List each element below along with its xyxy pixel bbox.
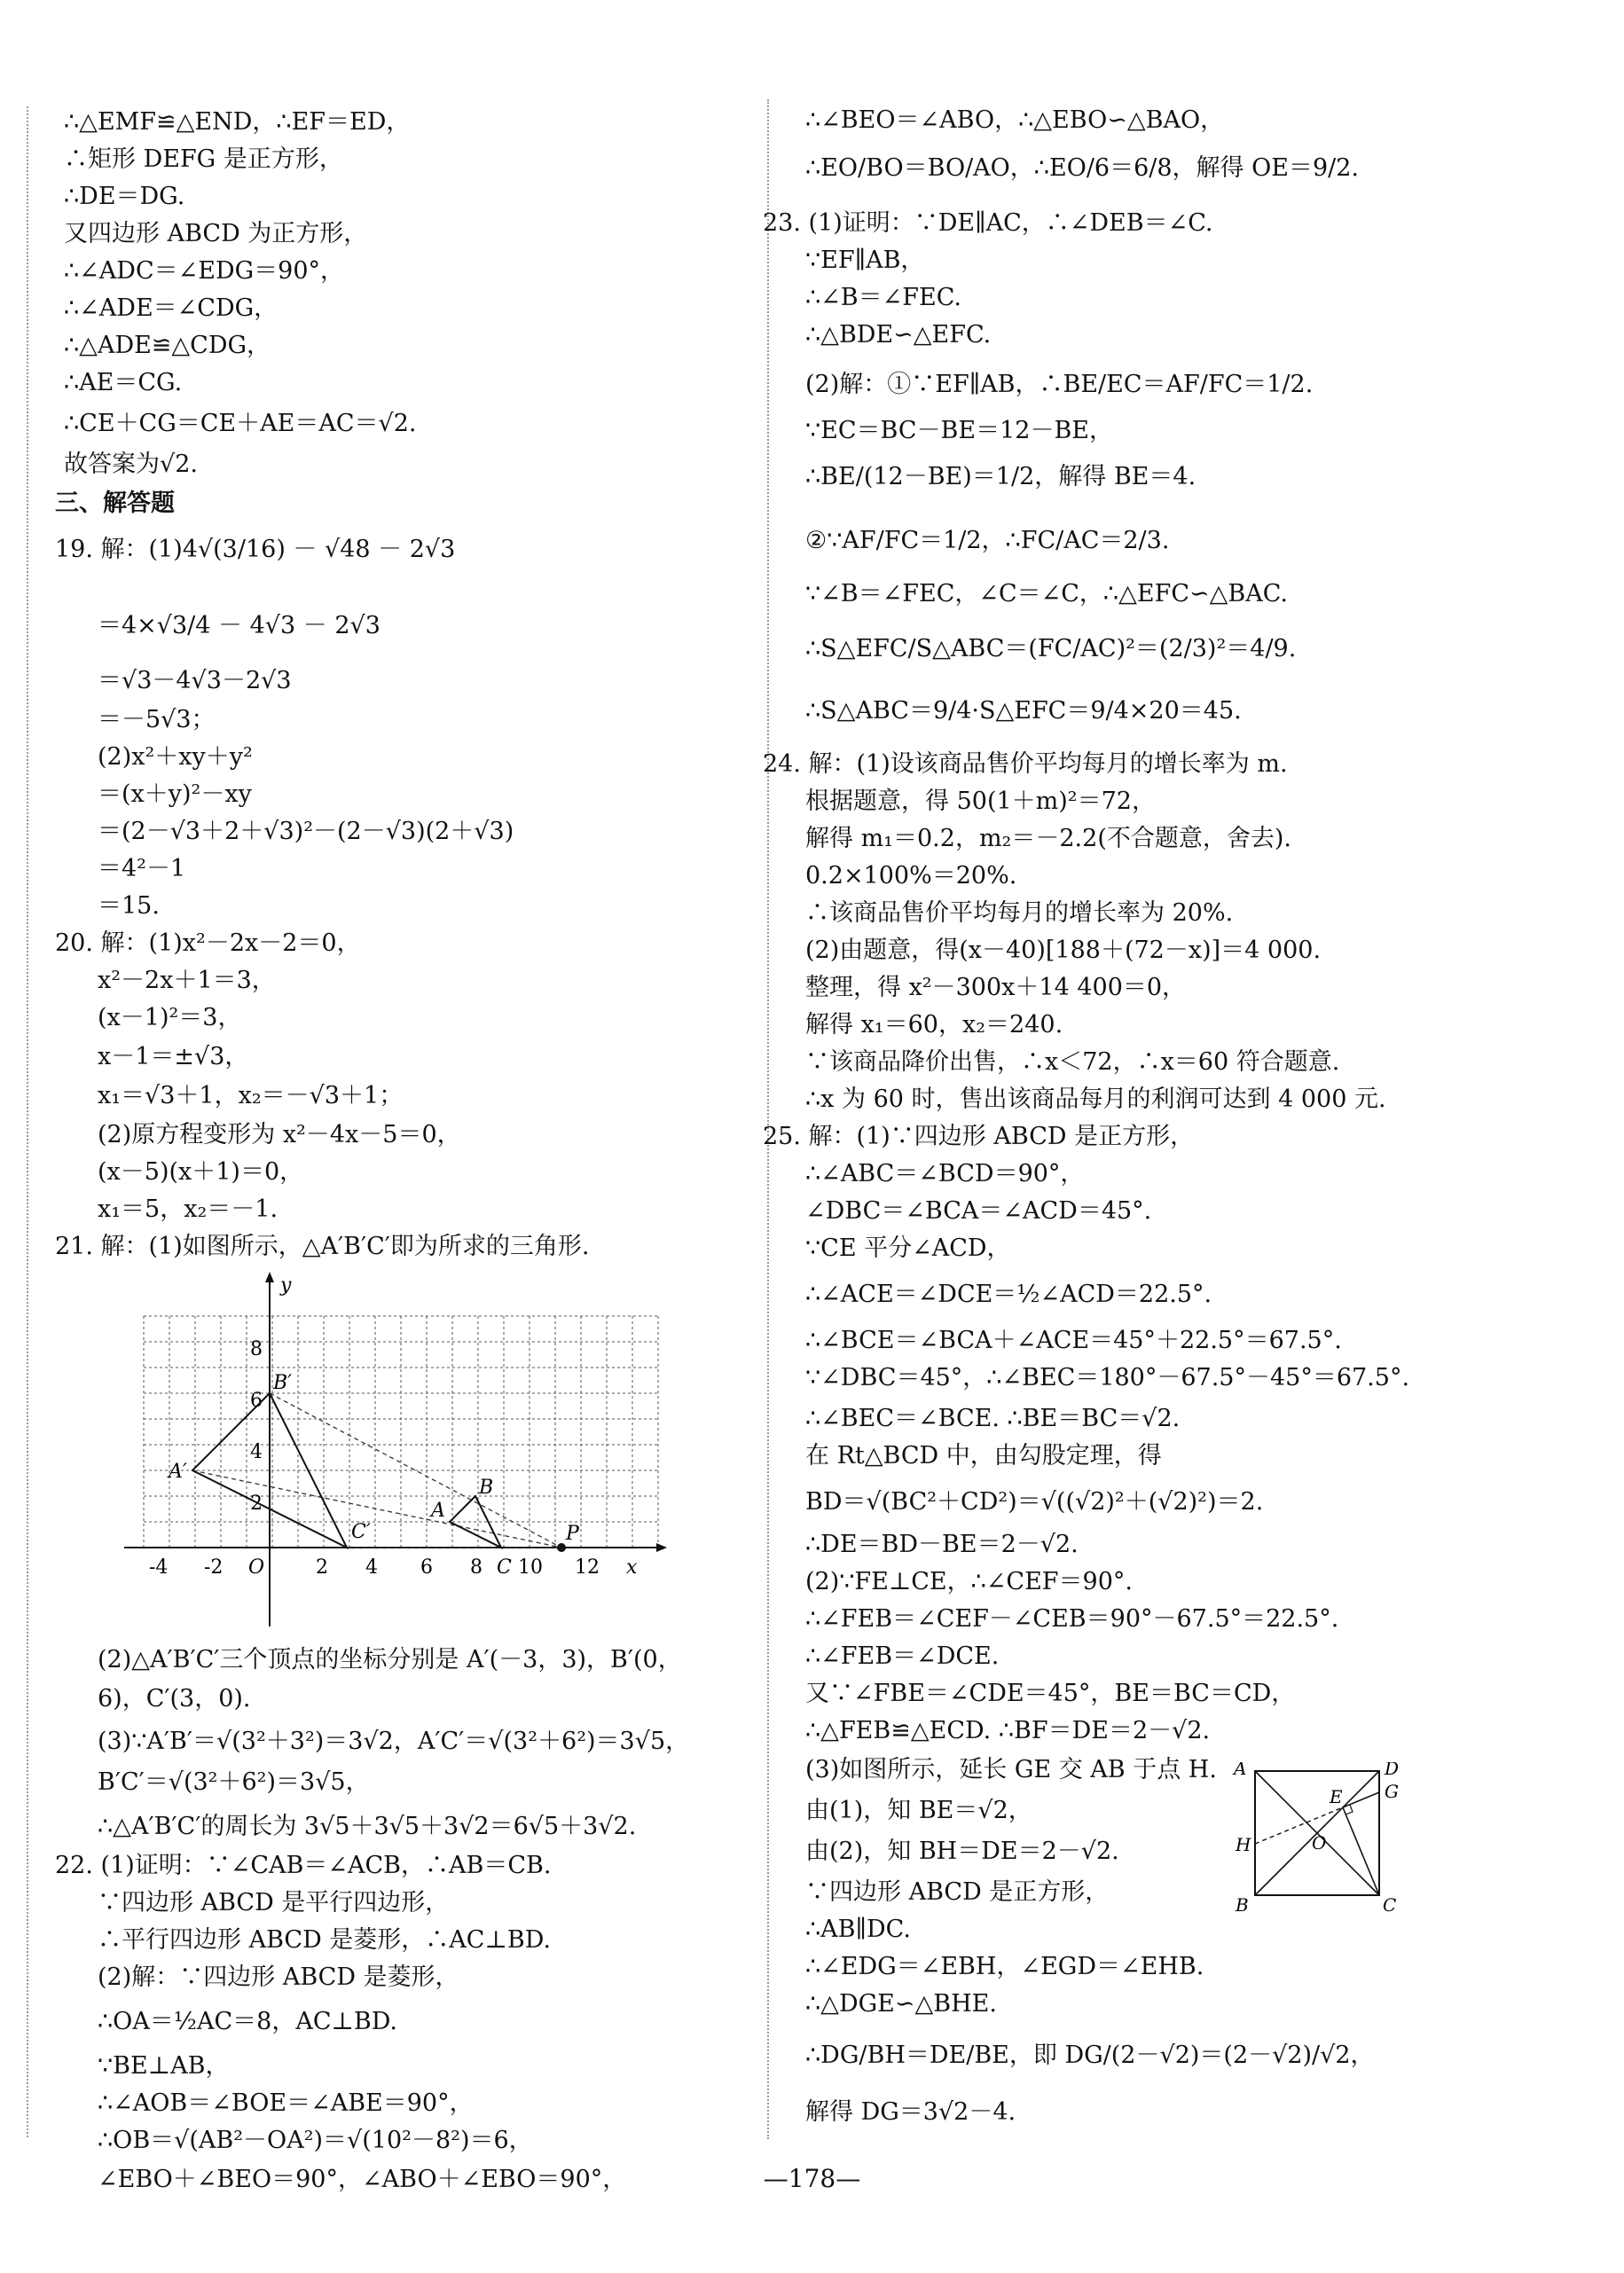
text-line: (2)解：∵四边形 ABCD 是菱形， [98,1963,459,1991]
text-line: ∴∠BEC＝∠BCE. ∴BE＝BC＝√2. [805,1405,1181,1432]
coordinate-grid-figure [124,1272,674,1635]
text-line: ∴△BDE∽△EFC. [805,321,992,349]
text-line: ∴S△ABC＝9/4·S△EFC＝9/4×20＝45. [805,697,1242,725]
x-axis-label: x [626,1556,638,1579]
grid-lines [144,1316,658,1548]
text-line: ∴△FEB≌△ECD. ∴BF＝DE＝2－√2. [805,1717,1211,1744]
projection-line [192,1470,561,1548]
x-tick-label: -4 [149,1556,169,1579]
text-line: ∴∠FEB＝∠DCE. [805,1642,1000,1670]
text-line: B′C′＝√(3²＋6²)＝3√5， [98,1768,370,1796]
text-line: ∴DE＝DG. [64,183,185,210]
left-column [0,99,763,2193]
x-tick-label: 6 [420,1556,433,1579]
text-line: 在 Rt△BCD 中，由勾股定理，得 [805,1442,1162,1470]
text-line: ∴OA＝½AC＝8，AC⊥BD. [98,2008,397,2035]
text-line: ∵EC＝BC－BE＝12－BE， [805,417,1114,444]
text-line: x₁＝5，x₂＝－1. [98,1195,279,1223]
text-line: ＝15. [98,892,160,920]
point-p [557,1543,566,1552]
text-line: ∴∠FEB＝∠CEF－∠CEB＝90°－67.5°＝22.5°. [805,1605,1339,1633]
text-line: 19. 解：(1)4√(3/16) － √48 － 2√3 [55,536,456,563]
text-line: ∴∠EDG＝∠EBH，∠EGD＝∠EHB. [805,1953,1204,1980]
text-line: (2)解：①∵EF∥AB，∴BE/EC＝AF/FC＝1/2. [805,371,1314,398]
x-tick-labels [149,1556,600,1579]
text-line: (2)△A′B′C′三个顶点的坐标分别是 A′(－3，3)，B′(0， [98,1646,682,1673]
text-line: ∵BE⊥AB， [98,2052,230,2080]
text-line: ∵该商品降价出售，∴x＜72，∴x＝60 符合题意. [805,1048,1340,1076]
text-line: (x－1)²＝3， [98,1004,242,1031]
x-tick-label: 8 [470,1556,482,1579]
y-tick-label: 4 [250,1441,263,1463]
y-tick-label: 8 [250,1338,263,1360]
text-line: ＝(x＋y)²－xy [98,780,252,808]
text-line: ∵四边形 ABCD 是平行四边形， [98,1889,450,1916]
vertex-label-e: E [1330,1786,1343,1807]
right-column [763,99,1605,2166]
text-line: (2)x²＋xy＋y² [98,743,253,771]
text-line: 0.2×100%＝20%. [805,862,1017,890]
x-tick-label: 10 [518,1556,543,1579]
text-line: ②∵AF/FC＝1/2，∴FC/AC＝2/3. [805,527,1170,554]
segment-ce [1343,1807,1379,1895]
text-line: ∴CE＋CG＝CE＋AE＝AC＝√2. [64,410,417,437]
text-line: x²－2x＋1＝3， [98,967,276,994]
vertex-label-c: C [1383,1894,1397,1916]
text-line: ∴∠ADE＝∠CDG， [64,294,279,322]
x-tick-label: 4 [365,1556,378,1579]
text-line: ∴x 为 60 时，售出该商品每月的利润可达到 4 000 元. [805,1086,1386,1113]
x-tick-label: -2 [204,1556,224,1579]
vertex-label-g: G [1385,1781,1399,1802]
point-label-p: P [566,1523,579,1545]
text-line: ＝－5√3； [98,706,216,733]
point-label-b: B [479,1477,494,1499]
vertex-label-a: A [1234,1762,1247,1779]
text-line: ∴∠ADC＝∠EDG＝90°， [64,257,345,285]
text-line: ∴S△EFC/S△ABC＝(FC/AC)²＝(2/3)²＝4/9. [805,635,1297,662]
text-line: (2)由题意，得(x－40)[188＋(72－x)]＝4 000. [805,937,1322,964]
dashed-extension-he [1255,1807,1343,1844]
x-tick-label: 12 [575,1556,600,1579]
point-label-c-prime: C′ [351,1521,371,1543]
point-label-a: A [431,1500,445,1522]
square-geometry-figure [1228,1762,1406,1922]
text-line: ∴△EMF≌△END，∴EF＝ED， [64,108,411,136]
text-line: ∴△ADE≌△CDG， [64,332,271,359]
text-line: ∴△DGE∽△BHE. [805,1990,997,2018]
text-line: 22. (1)证明：∵∠CAB＝∠ACB，∴AB＝CB. [55,1852,552,1879]
text-line: 21. 解：(1)如图所示，△A′B′C′即为所求的三角形. [55,1233,590,1260]
segment-eg [1343,1792,1379,1807]
y-axis-label: y [280,1274,292,1297]
y-axis-arrow [265,1272,274,1282]
text-line: (x－5)(x＋1)＝0， [98,1158,304,1186]
text-line: 由(2)，知 BH＝DE＝2－√2. [805,1838,1119,1865]
text-line: x₁＝√3＋1，x₂＝－√3＋1； [98,1082,404,1109]
text-line: 24. 解：(1)设该商品售价平均每月的增长率为 m. [763,750,1288,778]
text-line: 又四边形 ABCD 为正方形， [64,220,368,247]
text-line: 故答案为√2. [64,451,198,478]
text-line: 根据题意，得 50(1＋m)²＝72， [805,788,1156,815]
origin-label: O [248,1556,265,1579]
text-line: ∴∠BCE＝∠BCA＋∠ACE＝45°＋22.5°＝67.5°. [805,1327,1342,1354]
text-line: 解得 m₁＝0.2，m₂＝－2.2(不合题意，舍去). [805,825,1291,852]
vertex-label-h: H [1236,1834,1251,1855]
point-label-b-prime: B′ [273,1372,293,1394]
text-line: 20. 解：(1)x²－2x－2＝0， [55,929,361,957]
text-line: BD＝√(BC²＋CD²)＝√((√2)²＋(√2)²)＝2. [805,1488,1264,1516]
text-line: 由(1)，知 BE＝√2， [805,1797,1032,1824]
text-line: ∴∠ACE＝∠DCE＝½∠ACD＝22.5°. [805,1281,1212,1308]
text-line: ∴∠ABC＝∠BCD＝90°， [805,1160,1085,1187]
y-tick-label: 2 [250,1493,263,1515]
vertex-label-o: O [1312,1832,1327,1854]
point-label-c: C [497,1556,512,1579]
text-line: ＝√3－4√3－2√3 [98,667,292,694]
text-line: ＝(2－√3＋2＋√3)²－(2－√3)(2＋√3) [98,818,514,845]
section-heading: 三、解答题 [55,490,175,517]
text-line: 解得 DG＝3√2－4. [805,2098,1016,2126]
center-column-rule [767,99,769,2139]
text-line: ∴AE＝CG. [64,369,183,396]
text-line: ∵∠B＝∠FEC，∠C＝∠C，∴△EFC∽△BAC. [805,580,1288,607]
text-line: 25. 解：(1)∵四边形 ABCD 是正方形， [763,1123,1195,1150]
text-line: ∴矩形 DEFG 是正方形， [64,145,343,173]
text-line: ∴EO/BO＝BO/AO，∴EO/6＝6/8，解得 OE＝9/2. [805,154,1360,182]
text-line: 整理，得 x²－300x＋14 400＝0， [805,974,1187,1001]
text-line: (3)∵A′B′＝√(3²＋3²)＝3√2，A′C′＝√(3²＋6²)＝3√5， [98,1728,690,1755]
text-line: ∴∠B＝∠FEC. [805,284,961,311]
page-number: —178— [763,2164,861,2193]
text-line: ∴△A′B′C′的周长为 3√5＋3√5＋3√2＝6√5＋3√2. [98,1813,637,1840]
vertex-label-d: D [1385,1762,1400,1779]
text-line: ＝4²－1 [98,855,186,882]
text-line: 又∵∠FBE＝∠CDE＝45°，BE＝BC＝CD， [805,1680,1296,1707]
y-tick-labels [250,1338,263,1515]
text-line: (3)如图所示，延长 GE 交 AB 于点 H. [805,1756,1217,1783]
text-line: 6)，C′(3，0). [98,1685,251,1713]
text-line: ∴平行四边形 ABCD 是菱形，∴AC⊥BD. [98,1926,551,1954]
text-line: ∠EBO＋∠BEO＝90°，∠ABO＋∠EBO＝90°， [98,2166,627,2193]
x-tick-label: 2 [316,1556,328,1579]
text-line: ∠DBC＝∠BCA＝∠ACD＝45°. [805,1197,1152,1225]
text-line: ∵四边形 ABCD 是正方形， [805,1878,1110,1906]
text-line: x－1＝±√3， [98,1043,249,1070]
text-line: ＝4×√3/4 － 4√3 － 2√3 [98,612,381,639]
text-line: 23. (1)证明：∵DE∥AC，∴∠DEB＝∠C. [763,209,1213,237]
vertex-label-b: B [1236,1894,1249,1916]
text-line: ∵EF∥AB， [805,247,925,274]
x-axis-arrow [656,1543,667,1552]
point-label-a-prime: A′ [169,1461,187,1483]
text-line: ∴DG/BH＝DE/BE，即 DG/(2－√2)＝(2－√2)/√2， [805,2042,1375,2069]
text-line: ∴该商品售价平均每月的增长率为 20%. [805,899,1234,927]
text-line: ∴AB∥DC. [805,1916,911,1943]
text-line: (2)原方程变形为 x²－4x－5＝0， [98,1121,461,1148]
text-line: ∵CE 平分∠ACD， [805,1234,1011,1262]
text-line: 解得 x₁＝60，x₂＝240. [805,1011,1063,1039]
text-line: ∴OB＝√(AB²－OA²)＝√(10²－8²)＝6， [98,2127,533,2154]
text-line: ∴∠AOB＝∠BOE＝∠ABE＝90°， [98,2089,474,2117]
y-tick-label: 6 [250,1390,263,1412]
text-line: (2)∵FE⊥CE，∴∠CEF＝90°. [805,1568,1133,1595]
text-line: ∴BE/(12－BE)＝1/2，解得 BE＝4. [805,463,1196,490]
text-line: ∵∠DBC＝45°，∴∠BEC＝180°－67.5°－45°＝67.5°. [805,1364,1410,1391]
text-line: ∴∠BEO＝∠ABO，∴△EBO∽△BAO， [805,106,1225,134]
text-line: ∴DE＝BD－BE＝2－√2. [805,1531,1079,1558]
